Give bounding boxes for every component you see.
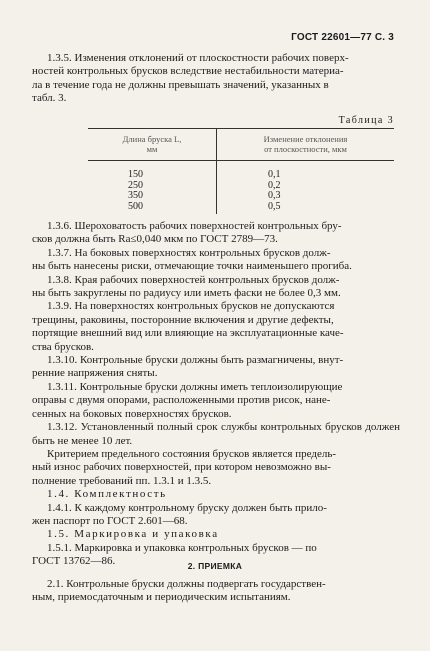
text-line: портящие внешний вид или влияющие на эксплуатационные каче- bbox=[32, 327, 344, 340]
text-line: жен паспорт по ГОСТ 2.601—68. bbox=[32, 514, 188, 527]
text-line: 1.3.10. Контрольные бруски должны быть размагничены, внут- bbox=[47, 354, 344, 367]
header-line: Изменение отклонения bbox=[263, 134, 348, 144]
text-line: ны быть закруглены по радиусу или иметь фаски не более 0,3 мм. bbox=[32, 287, 341, 300]
table-cell: 350 bbox=[128, 190, 143, 201]
text-line: ностей контрольных брусков вследствие нестабильности материа- bbox=[32, 65, 344, 78]
text-line: 1.5.1. Маркировка и упаковка контрольных брусков — по bbox=[47, 541, 317, 554]
text-line: 1.3.8. Края рабочих поверхностей контрольных брусков долж- bbox=[47, 273, 340, 286]
table-cell: 500 bbox=[128, 200, 143, 212]
text-line: трещины, раковины, посторонние включения и другие дефекты, bbox=[32, 313, 334, 326]
table-cell: 0,3 bbox=[268, 190, 281, 201]
text-line: Критерием предельного состояния брусков является предель- bbox=[47, 447, 337, 460]
table-column-deviation bbox=[268, 170, 298, 212]
text-line: 1.3.7. На боковых поверхностях контрольных брусков долж- bbox=[47, 246, 331, 259]
text-line: сков должна быть Ra≤0,040 мкм по ГОСТ 2789—73. bbox=[32, 233, 278, 246]
text-line: 1.4. Комплектность bbox=[47, 488, 167, 501]
text-line: 1.4.1. К каждому контрольному бруску должен быть прило- bbox=[47, 501, 327, 514]
table-cell: 250 bbox=[128, 179, 143, 191]
text-line: ренние напряжения сняты. bbox=[32, 367, 158, 380]
table-cell: 0,5 bbox=[268, 200, 281, 212]
text-line: ный износ рабочих поверхностей, при котором невозможно вы- bbox=[32, 461, 331, 474]
text-line: табл. 3. bbox=[32, 92, 67, 105]
table-cell: 0,1 bbox=[268, 169, 281, 180]
table-header-deviation bbox=[217, 134, 394, 154]
text-line: оправы с двумя опорами, расположенными против рисок, нане- bbox=[32, 394, 331, 407]
text-line: ны быть нанесены риски, отмечающие точки наименьшего прогиба. bbox=[32, 260, 352, 273]
text-line: 1.3.12. Установленный полный срок службы контрольных брусков должен быть не менее 10 лет. bbox=[32, 421, 400, 447]
table-cell: 150 bbox=[128, 169, 143, 180]
paragraph-2-1 bbox=[32, 578, 400, 605]
text-line: полнение требований пп. 1.3.1 и 1.3.5. bbox=[32, 474, 212, 487]
text-line: ства брусков. bbox=[32, 340, 94, 353]
text-line: 2.1. Контрольные бруски должны подвергать государствен- bbox=[47, 578, 326, 590]
table-caption: Таблица 3 bbox=[338, 115, 394, 126]
table-top-rule bbox=[88, 128, 394, 129]
paragraph-1-3-5 bbox=[32, 52, 400, 106]
section-title-acceptance: 2. ПРИЕМКА bbox=[187, 561, 243, 571]
header-line: Длина бруска L, bbox=[122, 134, 182, 144]
table-3 bbox=[88, 128, 394, 214]
body-text bbox=[32, 220, 400, 569]
text-line: 1.3.9. На поверхностях контрольных брусков не допускаются bbox=[47, 300, 335, 313]
text-line: ла в течение года не должны превышать значений, указанных в bbox=[32, 78, 329, 91]
text-line: 1.5. Маркировка и упаковка bbox=[47, 528, 219, 541]
text-line: сенных на боковых поверхностях брусков. bbox=[32, 407, 232, 420]
text-line: 1.3.6. Шероховатость рабочих поверхностей контрольных бру- bbox=[47, 220, 342, 232]
table-column-length bbox=[128, 170, 160, 212]
header-line: мм bbox=[146, 144, 158, 154]
table-header-rule bbox=[88, 160, 394, 161]
text-line: ным, приемосдаточным и периодическим испытаниям. bbox=[32, 591, 291, 604]
text-line: ГОСТ 13762—86. bbox=[32, 555, 116, 568]
text-line: 1.3.11. Контрольные бруски должны иметь теплоизолирующие bbox=[47, 380, 343, 393]
table-cell: 0,2 bbox=[268, 179, 281, 191]
page-header: ГОСТ 22601—77 С. 3 bbox=[291, 32, 394, 43]
header-line: от плоскостности, мкм bbox=[264, 144, 347, 154]
text-line: 1.3.5. Изменения отклонений от плоскостности рабочих поверх- bbox=[47, 52, 349, 64]
table-header-length bbox=[88, 134, 216, 154]
